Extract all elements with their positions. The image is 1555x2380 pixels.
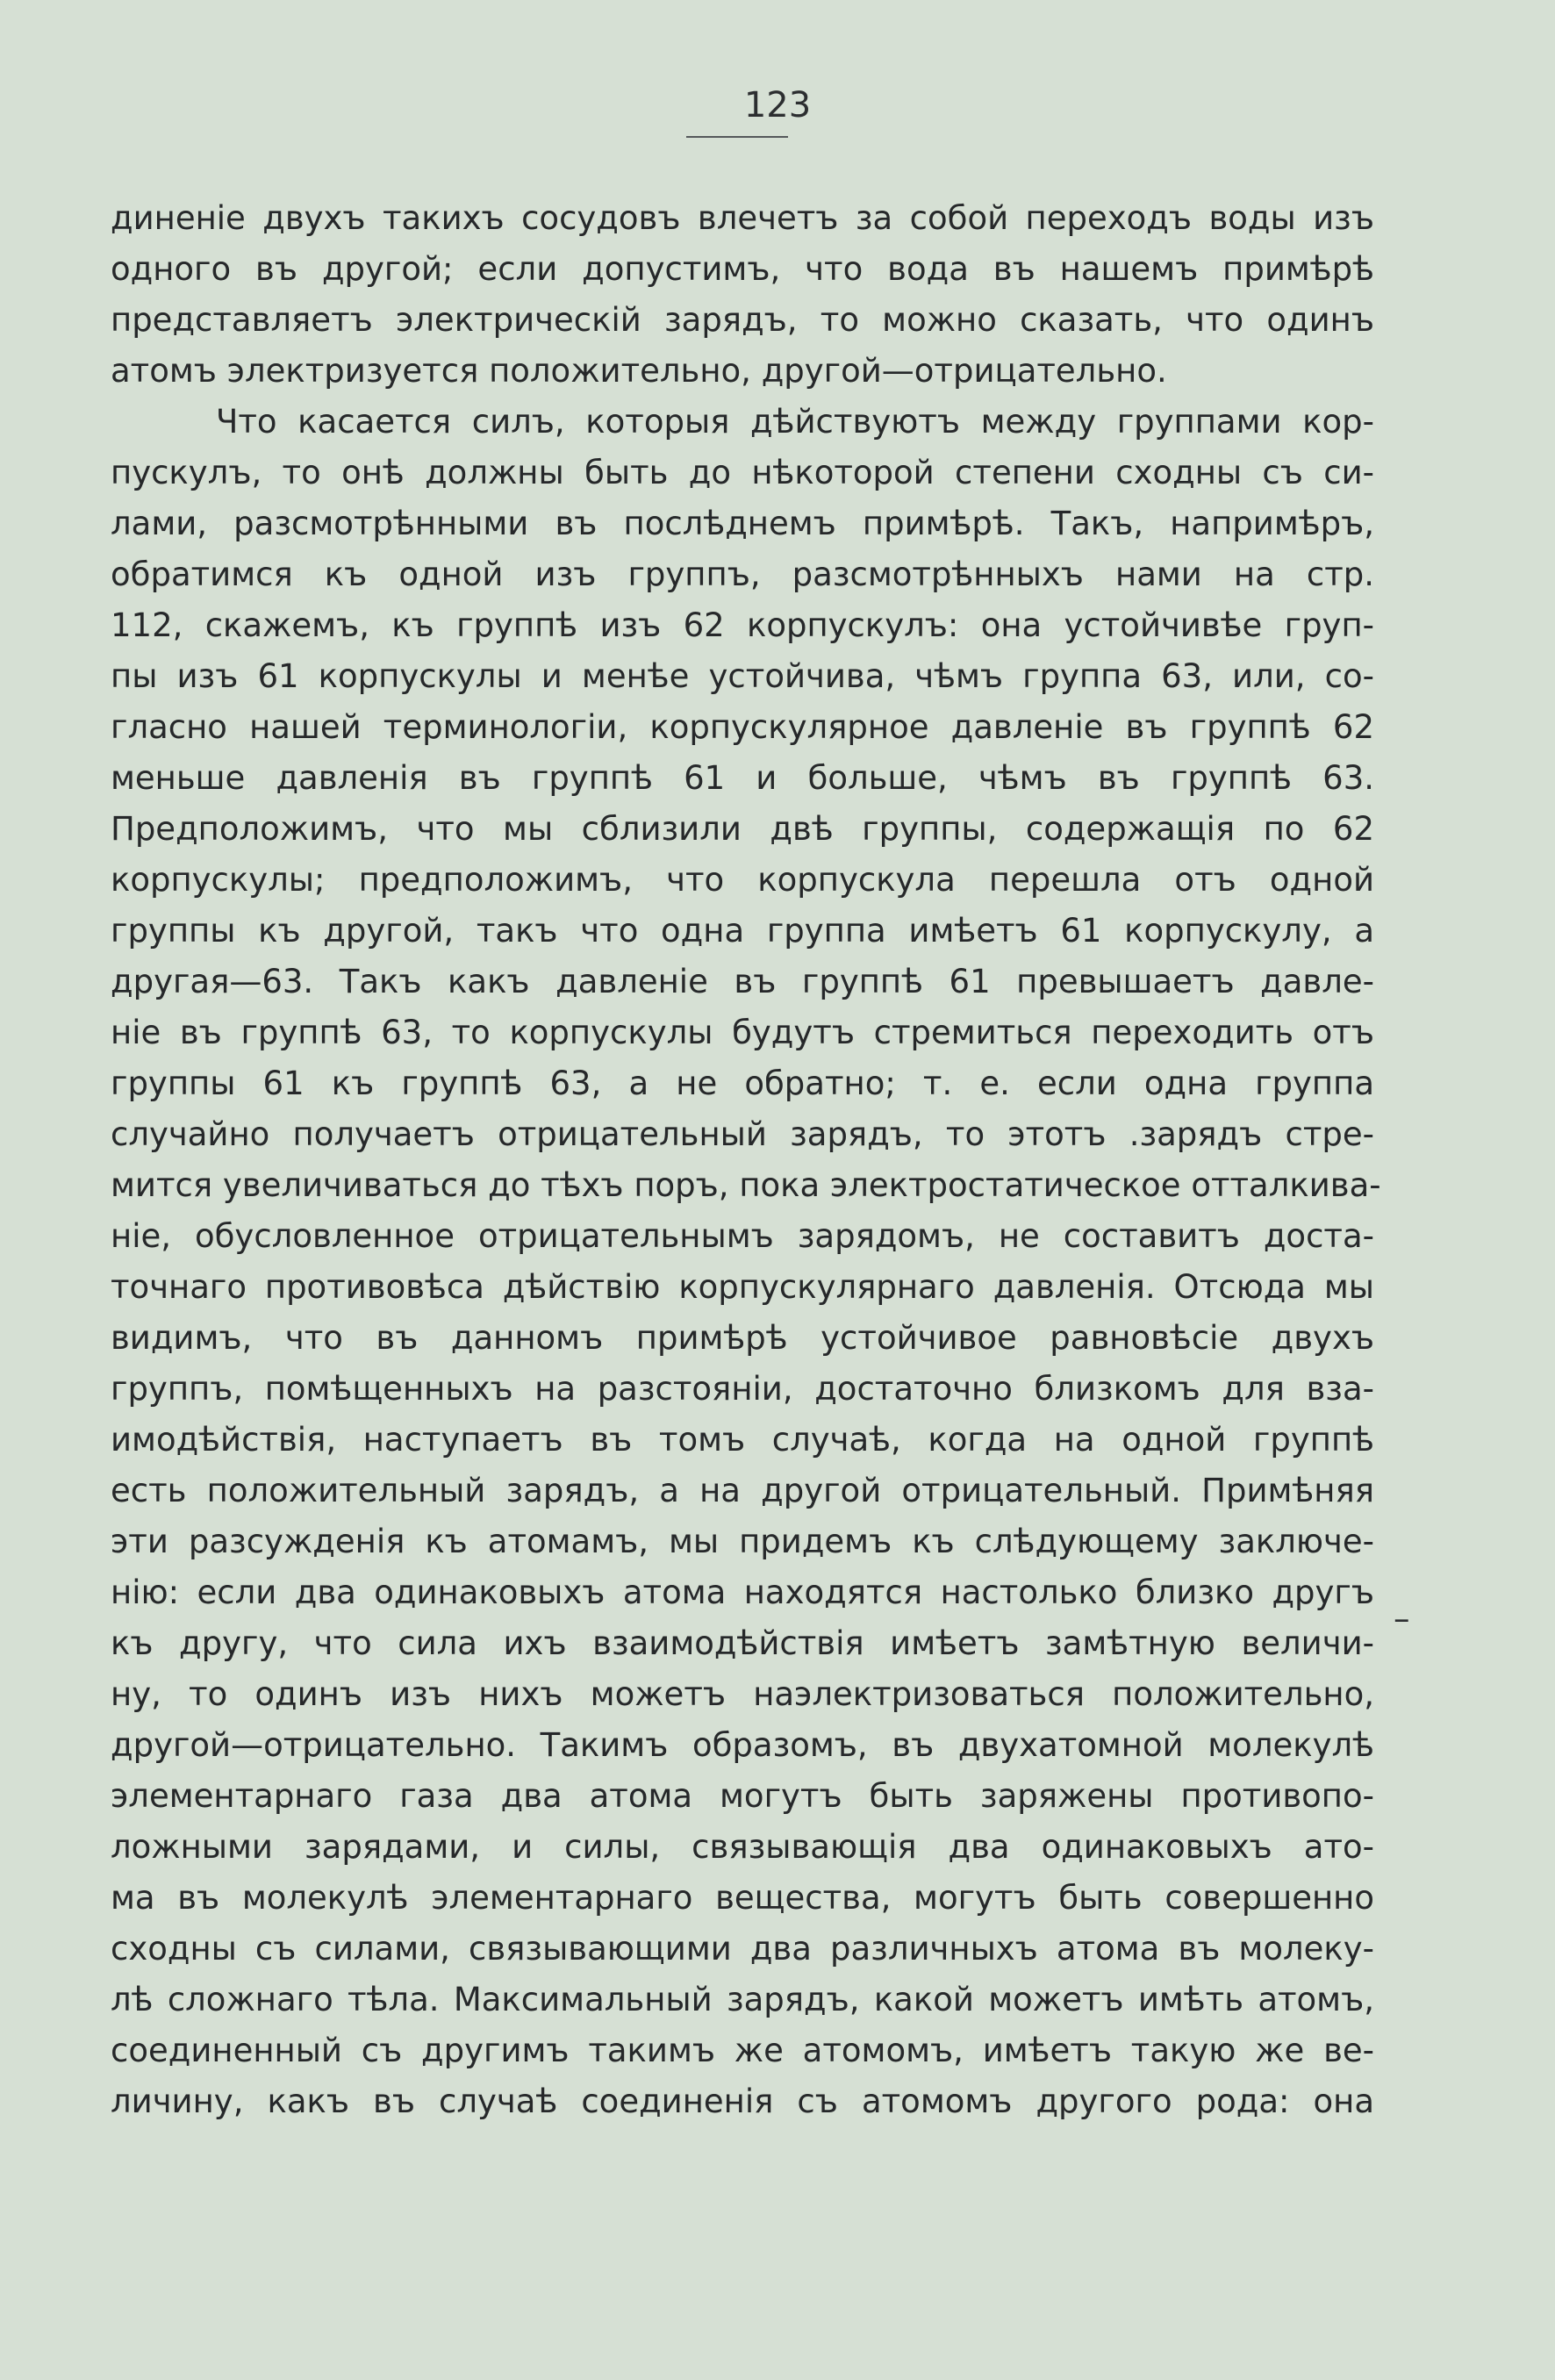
text-line: представляетъ электрическій зарядъ, то можно сказать, что одинъ xyxy=(111,301,1374,339)
text-line: случайно получаетъ отрицательный зарядъ, то этотъ .зарядъ стре- xyxy=(111,1115,1374,1153)
text-line: элементарнаго газа два атома могутъ быть заряжены противопо- xyxy=(111,1777,1374,1815)
text-line: обратимся къ одной изъ группъ, разсмотрѣнныхъ нами на стр. xyxy=(111,556,1374,593)
text-line: лѣ сложнаго тѣла. Максимальный зарядъ, какой можетъ имѣть атомъ, xyxy=(111,1981,1374,2018)
text-line: группъ, помѣщенныхъ на разстояніи, достаточно близкомъ для вза- xyxy=(111,1370,1374,1408)
text-line: пы изъ 61 корпускулы и менѣе устойчива, чѣмъ группа 63, или, со- xyxy=(111,657,1374,695)
text-line: меньше давленія въ группѣ 61 и больше, чѣмъ въ группѣ 63. xyxy=(111,759,1374,797)
text-line: 112, скажемъ, къ группѣ изъ 62 корпускулъ: она устойчивѣе груп- xyxy=(111,606,1374,644)
body-text xyxy=(111,193,1381,2127)
text-line: есть положительный зарядъ, а на другой отрицательный. Примѣняя xyxy=(111,1472,1374,1509)
text-line: корпускулы; предположимъ, что корпускула перешла отъ одной xyxy=(111,861,1374,899)
text-line: ну, то одинъ изъ нихъ можетъ наэлектризоваться положительно, xyxy=(111,1675,1374,1713)
text-line: мится увеличиваться до тѣхъ поръ, пока электростатическое отталкива- xyxy=(111,1166,1381,1204)
header-rule xyxy=(686,136,788,138)
text-line: эти разсужденія къ атомамъ, мы придемъ къ слѣдующему заключе- xyxy=(111,1523,1374,1560)
text-line: ніе въ группѣ 63, то корпускулы будутъ стремиться переходить отъ xyxy=(111,1014,1374,1051)
text-line: ніе, обусловленное отрицательнымъ зарядомъ, не составитъ доста- xyxy=(111,1217,1374,1255)
page-number: 123 xyxy=(743,85,812,125)
text-line: личину, какъ въ случаѣ соединенія съ атомомъ другого рода: она xyxy=(111,2082,1374,2120)
text-line: видимъ, что въ данномъ примѣрѣ устойчивое равновѣсіе двухъ xyxy=(111,1319,1374,1357)
paragraph-1 xyxy=(111,193,1374,397)
paragraph-2 xyxy=(111,397,1381,2127)
margin-hyphen-mark: – xyxy=(1394,1600,1410,1638)
text-line: имодѣйствія, наступаетъ въ томъ случаѣ, когда на одной группѣ xyxy=(111,1421,1374,1459)
text-line: Предположимъ, что мы сблизили двѣ группы, содержащія по 62 xyxy=(111,810,1374,848)
text-line: Что касается силъ, которыя дѣйствуютъ между группами кор- xyxy=(216,403,1374,441)
text-line: группы къ другой, такъ что одна группа имѣетъ 61 корпускулу, а xyxy=(111,912,1374,950)
text-line: сходны съ силами, связывающими два различныхъ атома въ молеку- xyxy=(111,1930,1374,1968)
text-line: атомъ электризуется положительно, другой—отрицательно. xyxy=(111,352,1167,390)
text-line: другая—63. Такъ какъ давленіе въ группѣ 61 превышаетъ давле- xyxy=(111,963,1374,1000)
text-line: точнаго противовѣса дѣйствію корпускулярнаго давленія. Отсюда мы xyxy=(111,1268,1374,1306)
text-line: пускулъ, то онѣ должны быть до нѣкоторой степени сходны съ си- xyxy=(111,454,1374,491)
text-line: гласно нашей терминологіи, корпускулярное давленіе въ группѣ 62 xyxy=(111,708,1374,746)
text-line: нію: если два одинаковыхъ атома находятся настолько близко другъ xyxy=(111,1574,1374,1611)
text-line: къ другу, что сила ихъ взаимодѣйствія имѣетъ замѣтную величи- xyxy=(111,1624,1374,1662)
text-line: ма въ молекулѣ элементарнаго вещества, могутъ быть совершенно xyxy=(111,1879,1374,1917)
text-line: лами, разсмотрѣнными въ послѣднемъ примѣрѣ. Такъ, напримѣръ, xyxy=(111,505,1374,542)
text-line: ложными зарядами, и силы, связывающія два одинаковыхъ ато- xyxy=(111,1828,1374,1866)
text-line: одного въ другой; если допустимъ, что вода въ нашемъ примѣрѣ xyxy=(111,250,1374,288)
text-line: другой—отрицательно. Такимъ образомъ, въ двухатомной молекулѣ xyxy=(111,1726,1374,1764)
text-line: соединенный съ другимъ такимъ же атомомъ, имѣетъ такую же ве- xyxy=(111,2032,1374,2069)
text-line: группы 61 къ группѣ 63, а не обратно; т. е. если одна группа xyxy=(111,1065,1374,1102)
text-line: диненіе двухъ такихъ сосудовъ влечетъ за собой переходъ воды изъ xyxy=(111,199,1374,237)
